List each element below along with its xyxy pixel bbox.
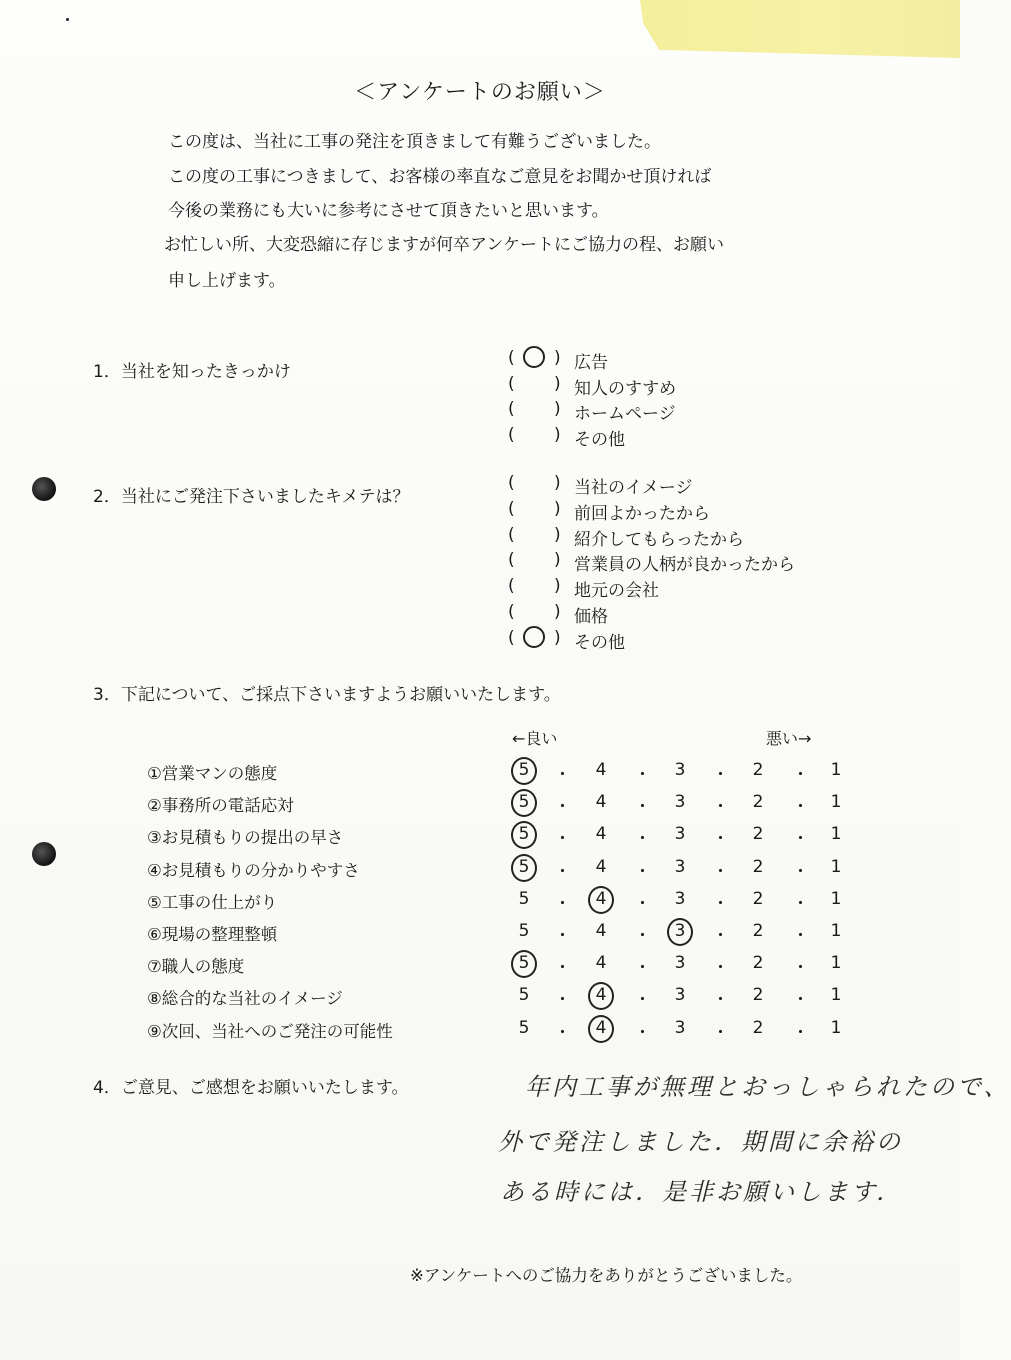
rating-separator: ・ bbox=[554, 893, 571, 914]
rating-separator: ・ bbox=[634, 1022, 651, 1043]
rating-score-1[interactable]: 1 bbox=[830, 921, 842, 941]
q1-option-3[interactable] bbox=[508, 425, 838, 449]
rating-separator: ・ bbox=[554, 958, 571, 979]
rating-score-4[interactable]: 4 bbox=[595, 953, 607, 974]
rating-score-5[interactable]: 5 bbox=[518, 760, 530, 780]
rating-score-3[interactable]: 3 bbox=[674, 760, 686, 780]
q3-label: 3．下記について、ご採点下さいますようお願いいたします。 bbox=[93, 685, 561, 705]
rating-score-3[interactable]: 3 bbox=[674, 824, 686, 845]
q2-option-label: その他 bbox=[574, 632, 625, 653]
rating-separator: ・ bbox=[792, 861, 809, 882]
rating-score-2[interactable]: 2 bbox=[752, 856, 764, 877]
q2-label: 2．当社にご発注下さいましたキメテは？ bbox=[93, 487, 410, 507]
rating-selected-circle-mark bbox=[511, 950, 537, 978]
rating-score-5[interactable]: 5 bbox=[518, 1017, 530, 1038]
rating-item-label: ⑨次回、当社へのご発注の可能性 bbox=[147, 1021, 393, 1041]
rating-item-label: ③お見積もりの提出の早さ bbox=[147, 828, 344, 848]
rating-item-label: ⑦職人の態度 bbox=[147, 957, 245, 977]
rating-score-2[interactable]: 2 bbox=[752, 953, 764, 974]
rating-separator: ・ bbox=[554, 861, 571, 882]
intro-line-4: お忙しい所、大変恐縮に存じますが何卒アンケートにご協力の程、お願い bbox=[164, 235, 724, 255]
q2-option-3[interactable] bbox=[508, 550, 838, 574]
rating-score-4[interactable]: 4 bbox=[595, 888, 607, 909]
rating-score-3[interactable]: 3 bbox=[674, 953, 686, 974]
rating-score-2[interactable]: 2 bbox=[752, 760, 764, 780]
q2-paren-open: ( bbox=[508, 602, 515, 622]
q2-option-label: 当社のイメージ bbox=[574, 478, 693, 498]
rating-selected-circle-mark bbox=[511, 789, 537, 817]
q1-option-0[interactable] bbox=[508, 348, 838, 372]
handwritten-answer-line-1: 年内工事が無理とおっしゃられたので、 bbox=[525, 1073, 1011, 1101]
q2-option-0[interactable] bbox=[508, 473, 838, 497]
rating-separator: ・ bbox=[792, 958, 809, 979]
rating-separator: ・ bbox=[554, 926, 571, 946]
q2-paren-close: ) bbox=[554, 473, 561, 493]
q2-paren-close: ) bbox=[554, 524, 561, 545]
rating-item-label: ②事務所の電話応対 bbox=[147, 796, 294, 816]
rating-separator: ・ bbox=[712, 829, 729, 850]
rating-score-5[interactable]: 5 bbox=[518, 921, 530, 941]
scale-bad-label: 悪い→ bbox=[766, 729, 812, 748]
q2-paren-open: ( bbox=[508, 473, 515, 493]
page-title: ＜アンケートのお願い＞ bbox=[354, 80, 606, 105]
rating-separator: ・ bbox=[792, 829, 809, 850]
rating-separator: ・ bbox=[634, 797, 651, 818]
handwritten-answer-line-3: ある時には．是非お願いします． bbox=[500, 1178, 904, 1206]
q1-paren-open: ( bbox=[508, 424, 515, 445]
q1-option-label: その他 bbox=[574, 429, 625, 450]
rating-score-4[interactable]: 4 bbox=[595, 824, 607, 845]
rating-score-1[interactable]: 1 bbox=[830, 985, 842, 1006]
rating-separator: ・ bbox=[792, 1022, 809, 1043]
rating-score-3[interactable]: 3 bbox=[674, 888, 686, 909]
rating-separator: ・ bbox=[634, 958, 651, 979]
rating-separator: ・ bbox=[554, 797, 571, 818]
rating-score-2[interactable]: 2 bbox=[752, 1017, 764, 1038]
rating-selected-circle-mark bbox=[588, 886, 614, 914]
rating-separator: ・ bbox=[634, 990, 651, 1011]
rating-separator: ・ bbox=[792, 765, 809, 785]
q2-paren-open: ( bbox=[508, 524, 515, 545]
rating-score-1[interactable]: 1 bbox=[830, 1017, 842, 1038]
rating-separator: ・ bbox=[792, 990, 809, 1011]
rating-score-4[interactable]: 4 bbox=[595, 760, 607, 780]
q1-option-1[interactable] bbox=[508, 374, 838, 398]
q2-option-label: 営業員の人柄が良かったから bbox=[574, 555, 795, 576]
q1-option-2[interactable] bbox=[508, 399, 838, 423]
sticky-note bbox=[640, 0, 960, 58]
q2-option-label: 地元の会社 bbox=[574, 581, 659, 602]
q2-paren-open: ( bbox=[508, 627, 515, 648]
q2-paren-close: ) bbox=[554, 576, 561, 597]
rating-score-5[interactable]: 5 bbox=[518, 856, 530, 877]
intro-line-5: 申し上げます。 bbox=[168, 271, 286, 291]
rating-separator: ・ bbox=[712, 765, 729, 785]
q2-option-6[interactable] bbox=[508, 628, 838, 652]
q2-option-5[interactable] bbox=[508, 602, 838, 626]
rating-item-label: ①営業マンの態度 bbox=[147, 764, 278, 783]
handwritten-answer-line-2: 外で発注しました．期間に余裕の bbox=[498, 1128, 903, 1156]
rating-separator: ・ bbox=[712, 893, 729, 914]
q1-paren-close: ) bbox=[554, 424, 561, 445]
q2-option-4[interactable] bbox=[508, 576, 838, 600]
rating-separator: ・ bbox=[634, 926, 651, 946]
rating-score-2[interactable]: 2 bbox=[752, 824, 764, 845]
intro-line-2: この度の工事につきまして、お客様の率直なご意見をお聞かせ頂ければ bbox=[168, 167, 712, 187]
rating-separator: ・ bbox=[554, 829, 571, 850]
q2-option-label: 価格 bbox=[574, 607, 608, 627]
intro-line-3: 今後の業務にも大いに参考にさせて頂きたいと思います。 bbox=[168, 201, 609, 221]
q2-paren-open: ( bbox=[508, 550, 515, 571]
scale-good-label: ←良い bbox=[512, 729, 558, 748]
q1-paren-close: ) bbox=[554, 399, 561, 419]
rating-score-3[interactable]: 3 bbox=[674, 985, 686, 1006]
rating-score-2[interactable]: 2 bbox=[752, 792, 764, 813]
rating-score-4[interactable]: 4 bbox=[595, 1017, 607, 1038]
rating-score-5[interactable]: 5 bbox=[518, 792, 530, 813]
rating-selected-circle-mark bbox=[511, 854, 537, 882]
rating-selected-circle-mark bbox=[588, 1015, 614, 1043]
rating-separator: ・ bbox=[554, 765, 571, 785]
rating-separator: ・ bbox=[712, 958, 729, 979]
rating-item-label: ⑤工事の仕上がり bbox=[147, 892, 278, 912]
q2-paren-open: ( bbox=[508, 576, 515, 597]
q1-paren-close: ) bbox=[554, 348, 561, 368]
rating-selected-circle-mark bbox=[511, 757, 537, 785]
rating-score-1[interactable]: 1 bbox=[830, 953, 842, 974]
rating-item-label: ⑧総合的な当社のイメージ bbox=[147, 989, 343, 1009]
rating-separator: ・ bbox=[792, 797, 809, 818]
rating-separator: ・ bbox=[634, 765, 651, 785]
q1-paren-close: ) bbox=[554, 373, 561, 394]
rating-score-2[interactable]: 2 bbox=[752, 921, 764, 941]
rating-score-3[interactable]: 3 bbox=[674, 792, 686, 813]
q1-paren-open: ( bbox=[508, 348, 515, 368]
rating-score-3[interactable]: 3 bbox=[674, 856, 686, 877]
q1-paren-open: ( bbox=[508, 373, 515, 394]
rating-separator: ・ bbox=[712, 1022, 729, 1043]
rating-score-1[interactable]: 1 bbox=[830, 888, 842, 909]
rating-score-3[interactable]: 3 bbox=[674, 921, 686, 941]
q2-paren-close: ) bbox=[554, 550, 561, 571]
rating-score-4[interactable]: 4 bbox=[595, 921, 607, 941]
paper-speck bbox=[66, 18, 69, 21]
rating-separator: ・ bbox=[792, 926, 809, 946]
q2-paren-open: ( bbox=[508, 498, 515, 519]
rating-separator: ・ bbox=[712, 861, 729, 882]
q1-option-label: 知人のすすめ bbox=[574, 378, 677, 399]
q1-option-label: ホームページ bbox=[574, 404, 676, 424]
q2-option-label: 紹介してもらったから bbox=[574, 529, 744, 550]
punch-hole-bottom bbox=[32, 842, 56, 866]
q2-paren-close: ) bbox=[554, 627, 561, 648]
rating-score-4[interactable]: 4 bbox=[595, 856, 607, 877]
rating-score-3[interactable]: 3 bbox=[674, 1017, 686, 1038]
rating-separator: ・ bbox=[554, 1022, 571, 1043]
rating-score-2[interactable]: 2 bbox=[752, 985, 764, 1006]
q1-label: 1．当社を知ったきっかけ bbox=[93, 362, 291, 382]
rating-score-5[interactable]: 5 bbox=[518, 824, 530, 845]
q2-selected-circle-mark bbox=[523, 626, 545, 648]
rating-selected-circle-mark bbox=[667, 918, 693, 946]
rating-separator: ・ bbox=[634, 861, 651, 882]
rating-score-1[interactable]: 1 bbox=[830, 824, 842, 845]
q1-selected-circle-mark bbox=[523, 346, 545, 368]
q2-paren-close: ) bbox=[554, 498, 561, 519]
rating-item-label: ⑥現場の整理整頓 bbox=[147, 925, 278, 944]
q4-label: 4．ご意見、ご感想をお願いいたします。 bbox=[93, 1078, 409, 1098]
rating-score-1[interactable]: 1 bbox=[830, 856, 842, 877]
punch-hole-top bbox=[32, 477, 56, 501]
q1-option-label: 広告 bbox=[574, 353, 608, 373]
rating-separator: ・ bbox=[712, 990, 729, 1011]
rating-score-5[interactable]: 5 bbox=[518, 985, 530, 1006]
rating-separator: ・ bbox=[554, 990, 571, 1011]
rating-separator: ・ bbox=[712, 926, 729, 946]
q2-paren-close: ) bbox=[554, 602, 561, 622]
rating-score-4[interactable]: 4 bbox=[595, 985, 607, 1006]
rating-score-1[interactable]: 1 bbox=[830, 792, 842, 813]
rating-item-label: ④お見積もりの分かりやすさ bbox=[147, 860, 360, 880]
q2-option-label: 前回よかったから bbox=[574, 503, 710, 524]
rating-separator: ・ bbox=[712, 797, 729, 818]
rating-score-2[interactable]: 2 bbox=[752, 888, 764, 909]
intro-line-1: この度は、当社に工事の発注を頂きまして有難うございました。 bbox=[168, 132, 661, 152]
rating-separator: ・ bbox=[792, 893, 809, 914]
rating-score-5[interactable]: 5 bbox=[518, 953, 530, 974]
q2-option-2[interactable] bbox=[508, 525, 838, 549]
rating-separator: ・ bbox=[634, 893, 651, 914]
rating-score-4[interactable]: 4 bbox=[595, 792, 607, 813]
q1-paren-open: ( bbox=[508, 399, 515, 419]
rating-separator: ・ bbox=[634, 829, 651, 850]
rating-score-1[interactable]: 1 bbox=[830, 760, 842, 780]
footer-thanks: ※アンケートへのご協力をありがとうございました。 bbox=[410, 1266, 803, 1285]
rating-score-5[interactable]: 5 bbox=[518, 888, 530, 909]
q2-option-1[interactable] bbox=[508, 499, 838, 523]
